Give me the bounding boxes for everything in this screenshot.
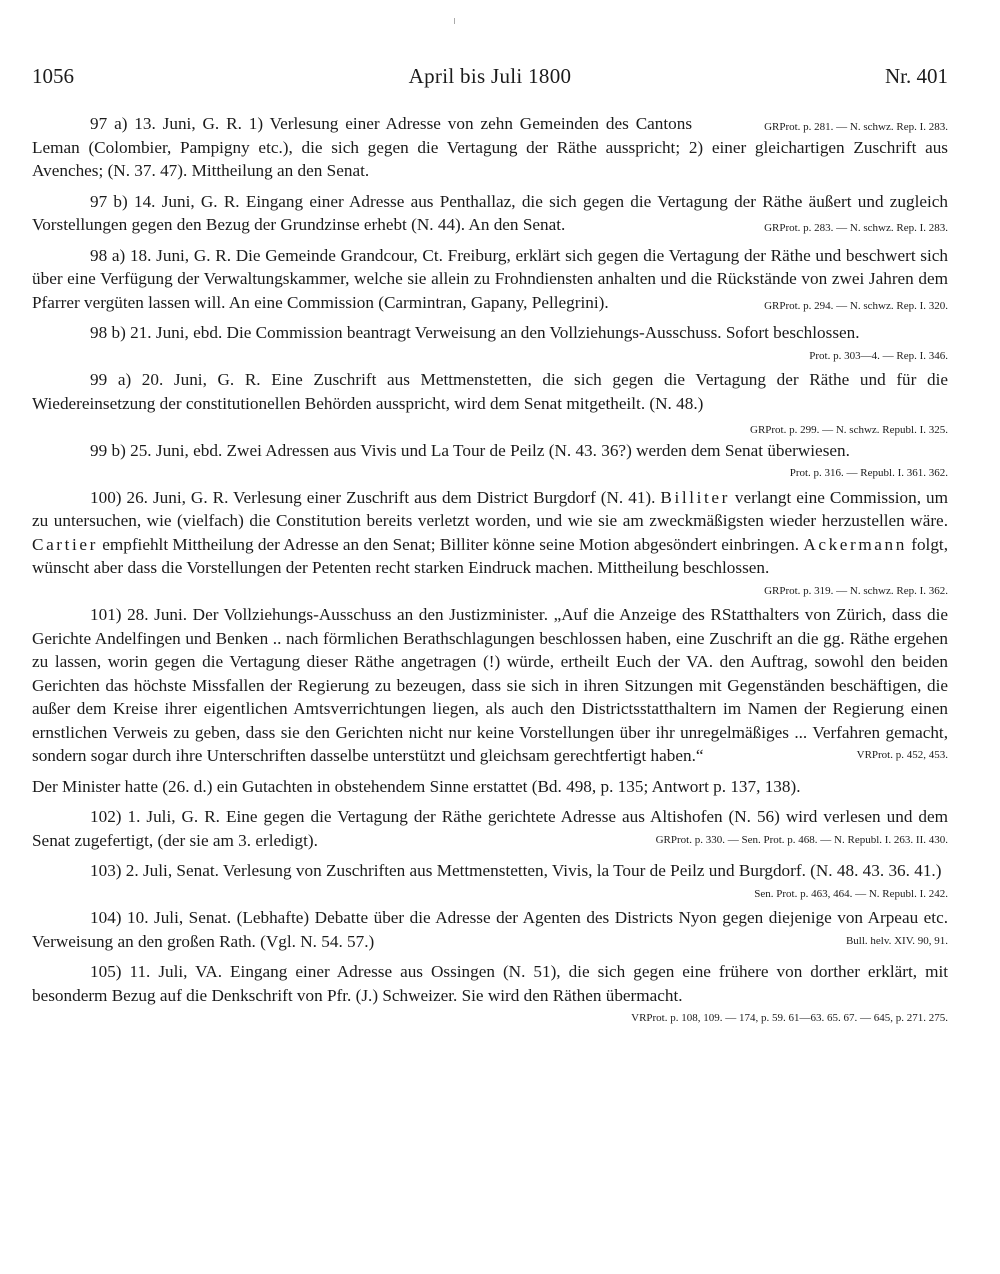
- entry-105: [32, 960, 948, 1024]
- person-name-cartier: Cartier: [32, 534, 98, 554]
- minister-note: [32, 775, 948, 799]
- person-name-billiter: Billiter: [660, 487, 730, 507]
- entry-text: 99 a) 20. Juni, G. R. Eine Zuschrift aus Mettmenstetten, die sich gegen die Vertagung der Räthe und für die Wiedereinsetzung der constitutionellen Behörden ausspricht, wird dem Senat mitgetheilt. (N. 48.): [32, 370, 948, 413]
- entry-text-part: 100) 26. Juni, G. R. Verlesung einer Zuschrift aus dem District Burgdorf (N. 41).: [90, 487, 661, 507]
- entry-99a: [32, 368, 948, 436]
- running-title: April bis Juli 1800: [408, 64, 572, 88]
- entry-text: 102) 1. Juli, G. R. Eine gegen die Vertagung der Räthe gerichtete Adresse aus Altishofen (N. 56) wird verlesen und dem Senat zugefertigt, (der sie am 3. erledigt).: [32, 807, 948, 850]
- entry-104: [32, 906, 948, 953]
- scan-mark: [454, 18, 455, 24]
- entry-97b: [32, 190, 948, 237]
- entry-101: [32, 603, 948, 768]
- entry-text: 104) 10. Juli, Senat. (Lebhafte) Debatte über die Adresse der Agenten des Districts Nyon gegen diejenige von Arpeau etc. Verweisung an den großen Rath. (Vgl. N. 54. 57.): [32, 908, 948, 951]
- entry-reference: VRProt. p. 452, 453.: [856, 749, 948, 761]
- entry-reference: GRProt. p. 299. — N. schwz. Republ. I. 325.: [750, 424, 948, 436]
- entry-98b: [32, 321, 948, 362]
- person-name-ackermann: Ackermann: [803, 534, 907, 554]
- entry-text: 98 a) 18. Juni, G. R. Die Gemeinde Grandcour, Ct. Freiburg, erklärt sich gegen die Vertagung der Räthe und beschwert sich über eine Verfügung der Verwaltungskammer, welche sie allein zu Frohndiensten anhalten und die Rückstände von zwei Jahren dem Pfarrer vergüten lassen will. An eine Commission (Carmintran, Gapany, Pellegrini).: [32, 245, 948, 312]
- page-number: 1056: [32, 64, 74, 88]
- entry-reference: GRProt. p. 281. — N. schwz. Rep. I. 283.: [764, 121, 948, 133]
- entry-103: [32, 859, 948, 900]
- entry-98a: [32, 244, 948, 315]
- entry-reference: GRProt. p. 330. — Sen. Prot. p. 468. — N. Republ. I. 263. II. 430.: [655, 833, 948, 846]
- entry-text-part: verlangt eine Commission, um zu untersuchen, wie (vielfach) die Constitution bereits verletzt worden, und wie sie am zweckmäßigsten wieder herzustellen wäre.: [32, 487, 948, 530]
- entry-text-part: empfiehlt Mittheilung der Adresse an den Senat; Billiter könne seine Motion abgesöndert einbringen.: [97, 534, 804, 554]
- entry-text: 99 b) 25. Juni, ebd. Zwei Adressen aus Vivis und La Tour de Peilz (N. 43. 36?) werden dem Senat überwiesen.: [90, 440, 850, 460]
- entry-text: 101) 28. Juni. Der Vollziehungs-Ausschuss an den Justizminister. „Auf die Anzeige des RStatthalters von Zürich, dass die Gerichte Andelfingen und Benken .. nach förmlichen Berathschlagungen beschlossen haben, eine Zuschrift an die gg. Räthe ergehen zu lassen, worin gegen die Vertagung dieser Räthe angetragen (!) würde, ertheilt Euch der VA. den Auftrag, sowohl den beiden Gerichten das höchste Missfallen der Regierung zu bezeugen, dass sie sich in ihren Sitzungen mit Gegenständen beschäftigen, die außer dem Kreise ihrer eigentlichen Amtsverrichtungen liegen, als auch den Districtsstatthaltern im Namen der Regierung einen ernstlichen Verweis zu geben, dass sie den Gerichten nicht nur keine Vorstellungen über ihr unregelmäßiges ... Verfahren gemacht, sondern sogar durch ihre Unterschriften dasselbe unterstützt und gleichsam gerechtfertigt haben.“: [32, 605, 948, 765]
- entry-102: [32, 805, 948, 852]
- entry-text: 98 b) 21. Juni, ebd. Die Commission beantragt Verweisung an den Vollziehungs-Ausschuss. Sofort beschlossen.: [90, 323, 860, 342]
- entry-reference: GRProt. p. 294. — N. schwz. Rep. I. 320.: [764, 299, 948, 312]
- entry-reference: GRProt. p. 283. — N. schwz. Rep. I. 283.: [764, 222, 948, 234]
- entry-reference: Prot. p. 316. — Republ. I. 361. 362.: [789, 467, 948, 479]
- entry-reference: Sen. Prot. p. 463, 464. — N. Republ. I. 242.: [754, 887, 948, 900]
- entry-97a: [32, 112, 948, 183]
- entry-text: 97 b) 14. Juni, G. R. Eingang einer Adresse aus Penthallaz, die sich gegen die Vertagung der Räthe äußert und zugleich Vorstellungen gegen den Bezug der Grundzinse erhebt (N. 44). An den Senat.: [32, 191, 948, 234]
- entry-reference: Prot. p. 303—4. — Rep. I. 346.: [809, 349, 948, 362]
- page-header: [32, 64, 948, 94]
- entry-100: [32, 486, 948, 597]
- entry-text: 105) 11. Juli, VA. Eingang einer Adresse aus Ossingen (N. 51), die sich gegen eine frühere von dorther erklärt, mit besonderm Bezug auf die Denkschrift von Pfr. (J.) Schweizer. Sie wird den Räthen übermacht.: [32, 962, 948, 1005]
- entry-text: 103) 2. Juli, Senat. Verlesung von Zuschriften aus Mettmenstetten, Vivis, la Tour de Peilz und Burgdorf. (N. 48. 43. 36. 41.): [90, 861, 942, 880]
- entry-reference: VRProt. p. 108, 109. — 174, p. 59. 61—63. 65. 67. — 645, p. 271. 275.: [631, 1012, 948, 1024]
- entry-text-part: folgt, wünscht aber dass die Vorstellungen der Petenten recht starken Eindruck machen. Mittheilung beschlossen.: [32, 534, 948, 577]
- entry-reference: Bull. helv. XIV. 90, 91.: [845, 934, 948, 947]
- document-body: [32, 112, 948, 1031]
- entry-reference: GRProt. p. 319. — N. schwz. Rep. I. 362.: [764, 584, 948, 597]
- document-number: Nr. 401: [885, 64, 948, 88]
- entry-text: 97 a) 13. Juni, G. R. 1) Verlesung einer Adresse von zehn Gemeinden des Cantons Leman (Colombier, Pampigny etc.), die sich gegen die Vertagung der Räthe ausspricht; 2) einer gleichartigen Zuschrift aus Avenches; (N. 37. 47). Mittheilung an den Senat.: [32, 114, 948, 180]
- entry-text: Der Minister hatte (26. d.) ein Gutachten in obstehendem Sinne erstattet (Bd. 498, p. 135; Antwort p. 137, 138).: [32, 776, 801, 796]
